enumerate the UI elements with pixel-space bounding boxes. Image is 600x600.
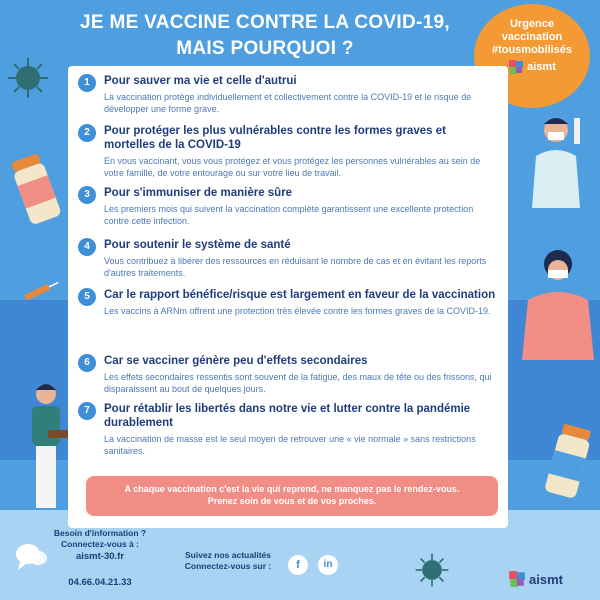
doctor-illustration bbox=[514, 108, 600, 208]
badge-line3: #tousmobilisés bbox=[491, 44, 573, 56]
reason-number: 1 bbox=[78, 74, 96, 92]
chat-bubble-icon bbox=[14, 540, 50, 572]
reason-title: Pour soutenir le système de santé bbox=[104, 239, 291, 251]
reason-number: 2 bbox=[78, 124, 96, 142]
news-line1: Suivez nos actualités bbox=[185, 550, 271, 560]
badge-line2: vaccination bbox=[501, 31, 563, 43]
info-line1: Besoin d'information ? bbox=[53, 528, 147, 538]
reason-text: La vaccination de masse est le seul moyen de retrouver une « vie normale » sans restrictions sanitaires. bbox=[104, 434, 476, 456]
reminder-note bbox=[86, 476, 498, 516]
reason-number: 7 bbox=[78, 402, 96, 420]
linkedin-icon[interactable]: in bbox=[318, 555, 338, 575]
vaccine-vial-icon bbox=[6, 150, 66, 230]
aismt-logo-icon bbox=[508, 570, 526, 588]
reason-title: Car le rapport bénéfice/risque est largement en faveur de la vaccination bbox=[104, 289, 496, 301]
reason-number: 4 bbox=[78, 238, 96, 256]
reason-number: 6 bbox=[78, 354, 96, 372]
page-title: JE ME VACCINE CONTRE LA COVID-19, MAIS POURQUOI ? bbox=[80, 12, 450, 59]
note-line1: A chaque vaccination c'est la vie qui reprend, ne manquez pas le rendez-vous. bbox=[124, 484, 460, 494]
info-block bbox=[52, 528, 148, 562]
vaccine-vial-icon bbox=[540, 420, 596, 506]
news-block bbox=[178, 550, 278, 572]
reason-title: Pour rétablir les libertés dans notre vie et lutter contre la pandémie durablement bbox=[104, 403, 471, 429]
reason-text: Les premiers mois qui suivent la vaccination complète garantissent une excellente protection contre cette infection. bbox=[104, 204, 474, 226]
reason-item bbox=[78, 186, 498, 227]
reason-item bbox=[78, 354, 498, 395]
info-line2: Connectez-vous à : bbox=[61, 539, 139, 549]
reason-text: Vous contribuez à libérer des ressources en réduisant le nombre de cas et en évitant les reports d'autres traitements. bbox=[104, 256, 487, 278]
virus-icon bbox=[6, 56, 50, 100]
reason-text: Les vaccins à ARNm offrent une protection très élevée contre les formes graves de la COVID-19. bbox=[104, 306, 491, 316]
reason-title: Pour protéger les plus vulnérables contre les formes graves et mortelles de la COVID-19 bbox=[104, 125, 446, 151]
news-line2: Connectez-vous sur : bbox=[184, 561, 272, 571]
reason-text: En vous vaccinant, vous vous protégez et vous protégez les personnes vulnérables au sein de votre famille, de votre entourage ou sur votre lieu de travail. bbox=[104, 156, 481, 178]
phone-number[interactable]: 04.66.04.21.33 bbox=[68, 577, 132, 588]
badge-logo-text: aismt bbox=[527, 61, 556, 73]
reason-title: Pour s'immuniser de manière sûre bbox=[104, 187, 293, 199]
aismt-logo-icon bbox=[508, 59, 524, 75]
reason-title: Pour sauver ma vie et celle d'autrui bbox=[104, 75, 297, 87]
reasons-card bbox=[68, 66, 508, 528]
reason-title: Car se vacciner génère peu d'effets secondaires bbox=[104, 355, 368, 367]
reason-text: La vaccination protège individuellement et collectivement contre la COVID-19 et le risque de développer une forme grave. bbox=[104, 92, 472, 114]
reason-item bbox=[78, 74, 498, 115]
reason-number: 5 bbox=[78, 288, 96, 306]
reason-text: Les effets secondaires ressentis sont souvent de la fatigue, des maux de tête ou des frissons, qui disparaissent au bout de quelques jours. bbox=[104, 372, 492, 394]
facebook-icon[interactable]: f bbox=[288, 555, 308, 575]
reason-item bbox=[78, 288, 498, 317]
note-line2: Prenez soin de vous et de vos proches. bbox=[207, 496, 377, 506]
badge-line1: Urgence bbox=[509, 18, 555, 30]
aismt-logo bbox=[508, 570, 563, 588]
reason-item bbox=[78, 124, 498, 179]
woman-illustration bbox=[512, 240, 600, 360]
reason-item bbox=[78, 402, 498, 457]
syringe-icon bbox=[18, 276, 62, 306]
reason-item bbox=[78, 238, 498, 279]
aismt-logo-text: aismt bbox=[529, 571, 563, 587]
virus-icon bbox=[414, 552, 450, 588]
website-link[interactable]: aismt-30.fr bbox=[75, 551, 125, 562]
reason-number: 3 bbox=[78, 186, 96, 204]
